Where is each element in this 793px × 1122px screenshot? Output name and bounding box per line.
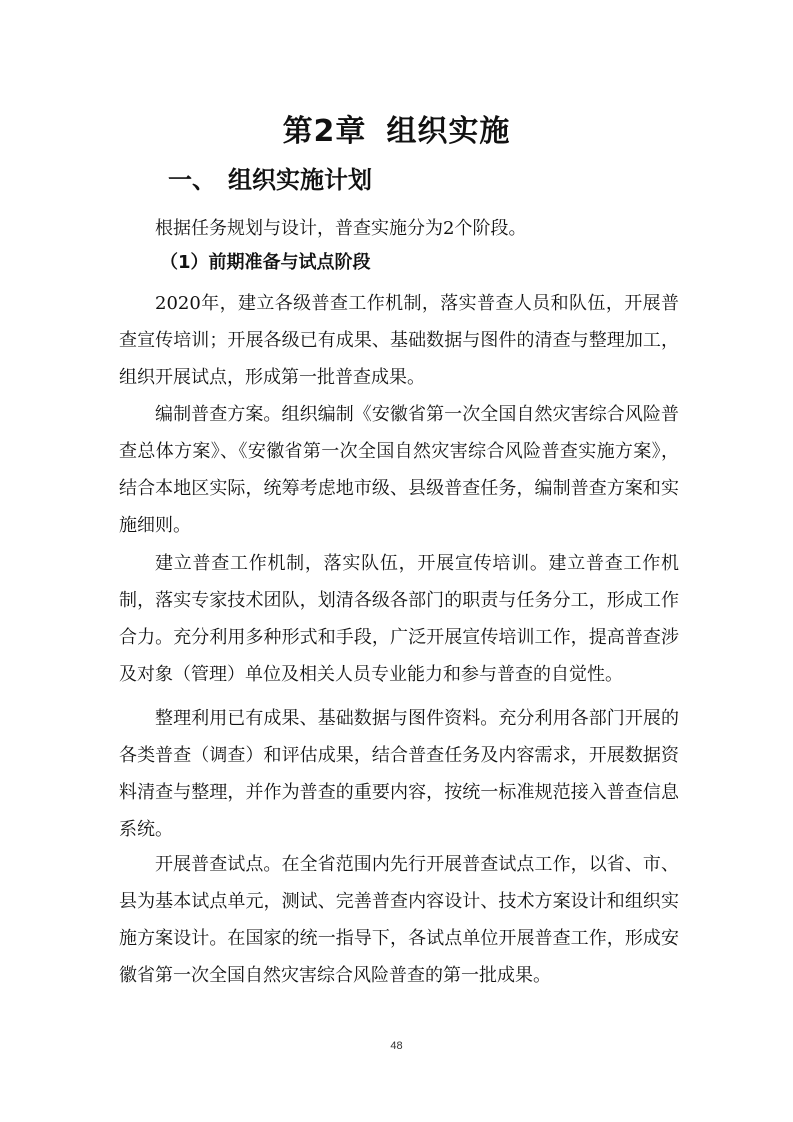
paragraph-2: 编制普查方案。组织编制《安徽省第一次全国自然灾害综合风险普查总体方案》、《安徽省第一次全国自然灾害综合风险普查实施方案》，结合本地区实际，统筹考虑地市级、县级普查任务，编制普查方案和实施细则。 bbox=[119, 404, 679, 536]
section-number: 一、 bbox=[168, 166, 216, 194]
paragraph-5: 开展普查试点。在全省范围内先行开展普查试点工作，以省、市、县为基本试点单元，测试、完善普查内容设计、技术方案设计和组织实施方案设计。在国家的统一指导下，各试点单位开展普查工作，形成安徽省第一次全国自然灾害综合风险普查的第一批成果。 bbox=[119, 854, 679, 986]
section-heading bbox=[168, 160, 372, 195]
paragraph-1: 2020年，建立各级普查工作机制，落实普查人员和队伍，开展普查宣传培训；开展各级已有成果、基础数据与图件的清查与整理加工，组织开展试点，形成第一批普查成果。 bbox=[119, 293, 679, 388]
chapter-title bbox=[0, 106, 793, 150]
chapter-name: 组织实施 bbox=[386, 114, 511, 149]
section-title: 组织实施计划 bbox=[228, 166, 372, 194]
chapter-label: 第2章 bbox=[282, 114, 367, 149]
page-number: 48 bbox=[390, 1040, 403, 1052]
paragraph-4: 整理利用已有成果、基础数据与图件资料。充分利用各部门开展的各类普查（调查）和评估成果，结合普查任务及内容需求，开展数据资料清查与整理，并作为普查的重要内容，按统一标准规范接入普查信息系统。 bbox=[119, 708, 679, 840]
phase1-heading: （1）前期准备与试点阶段 bbox=[160, 252, 371, 273]
intro-paragraph: 根据任务规划与设计，普查实施分为2个阶段。 bbox=[155, 218, 527, 239]
paragraph-3: 建立普查工作机制，落实队伍，开展宣传培训。建立普查工作机制，落实专家技术团队，划清各级各部门的职责与任务分工，形成工作合力。充分利用多种形式和手段，广泛开展宣传培训工作，提高普查涉及对象（管理）单位及相关人员专业能力和参与普查的自觉性。 bbox=[119, 553, 679, 685]
